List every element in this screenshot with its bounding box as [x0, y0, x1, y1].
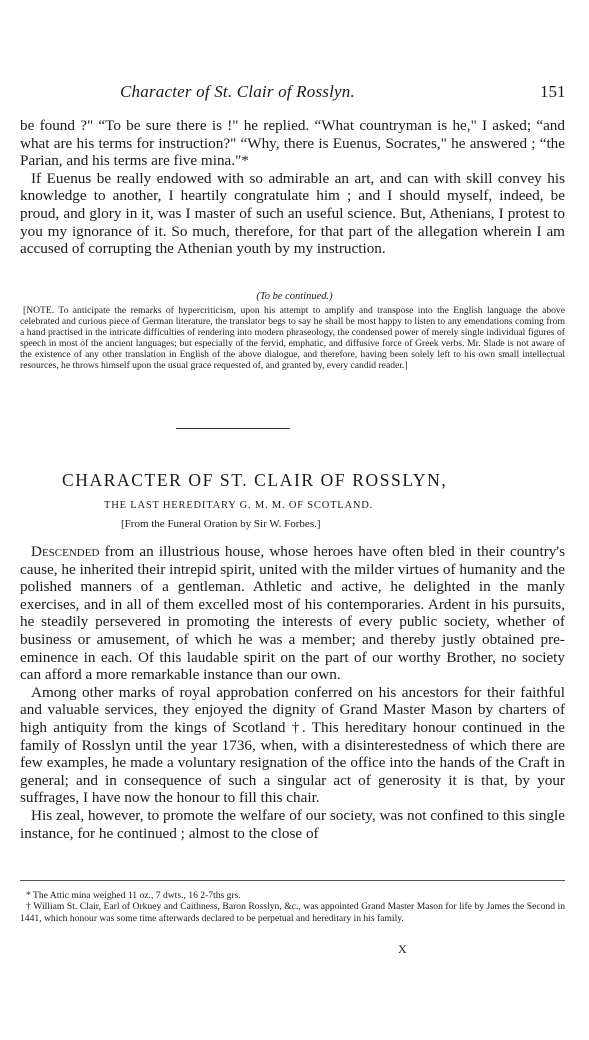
article-paragraph-1-text: from an illustrious house, whose heroes have often bled in their country's cause, he inherited their intrepid spirit, united with the milder virtues of humanity and the polished manners of a gentleman. Athletic and active, he delighted in the manly exercises, and in all of them excelled most of his contemporaries. Ardent in his pursuits, he steadily persevered in promoting the interests of every public society, whether of business or amusement, of which he was a member; and thereby justly obtained pre-eminence in each. Of this laudable spirit on the part of our worthy Brother, no society can afford a more remarkable instance than our own. — [20, 543, 565, 684]
continued-dialogue — [20, 117, 565, 258]
article-source: [From the Funeral Oration by Sir W. Forbes.] — [121, 518, 321, 530]
drop-word: Descended — [31, 543, 100, 560]
dialogue-paragraph: be found ?" “To be sure there is !" he replied. “What countryman is he," I asked; “and what are his terms for instruction?" “Why, there is Euenus, Socrates," he answered ; “the Parian, and his terms are five mina."* — [20, 117, 565, 170]
signature-mark: X — [398, 942, 407, 956]
article-title: CHARACTER OF ST. CLAIR OF ROSSLYN, — [62, 470, 448, 490]
running-title: Character of St. Clair of Rosslyn. — [120, 82, 355, 101]
page-number: 151 — [540, 82, 566, 101]
section-divider — [176, 428, 290, 429]
article-paragraph-3: His zeal, however, to promote the welfare of our society, was not confined to this single instance, for he continued ; almost to the close of — [20, 806, 565, 842]
dialogue-paragraph-2: If Euenus be really endowed with so admirable an art, and can with skill convey his knowledge to another, I heartily congratulate him ; and I should myself, indeed, be proud, and glory in it, was I master of such an useful science. But, Athenians, I protest to you my ignorance of it. So much, therefore, for that part of the allegation wherein I am accused of corrupting the Athenian youth by my instruction. — [20, 169, 565, 258]
article-paragraph-1 — [20, 543, 565, 684]
to-be-continued: (To be continued.) — [256, 291, 333, 302]
article-subtitle: THE LAST HEREDITARY G. M. M. OF SCOTLAND. — [104, 500, 374, 511]
footnotes — [20, 890, 565, 924]
footnote-divider — [20, 880, 565, 881]
article-paragraph-2: Among other marks of royal approbation conferred on his ancestors for their faithful and valuable services, they enjoyed the dignity of Grand Master Mason by charters of high antiquity from the kings of Scotland †. This hereditary honour continued in the family of Rosslyn until the year 1736, when, with a disinterestedness of which there are few examples, he made a voluntary resignation of the office into the hands of the Craft in general; and in consequence of such a singular act of generosity it is that, by your suffrages, I have now the honour to fill this chair. — [20, 683, 565, 807]
running-head — [0, 82, 589, 104]
footnote-2: † William St. Clair, Earl of Orkney and Caithness, Baron Rosslyn, &c., was appointed Grand Master Mason for life by James the Second in 1441, which honour was some time afterwards declared to be perpetual and hereditary in his family. — [20, 901, 565, 924]
translator-note: [NOTE. To anticipate the remarks of hypercriticism, upon his attempt to amplify and transpose into the English language the above celebrated and curious piece of German literature, the translator begs to say he shall be most happy to listen to any emendations coming from a hand practised in the intricate difficulties of rendering into modern phraseology, the condensed power of merely single individual figures of speech in most of the ancient languages; but especially of the fervid, emphatic, and diffusive force of Greek verbs. Mr. Slade is not aware of the existence of any other translation in English of the above dialogue, and therefore, having been solely left to his own small intellectual resources, he throws himself upon the usual grace requested of, and granted by, every candid reader.] — [20, 305, 565, 372]
article-body — [20, 543, 565, 842]
footnote-1: * The Attic mina weighed 11 oz., 7 dwts., 16 2-7ths grs. — [26, 890, 241, 901]
